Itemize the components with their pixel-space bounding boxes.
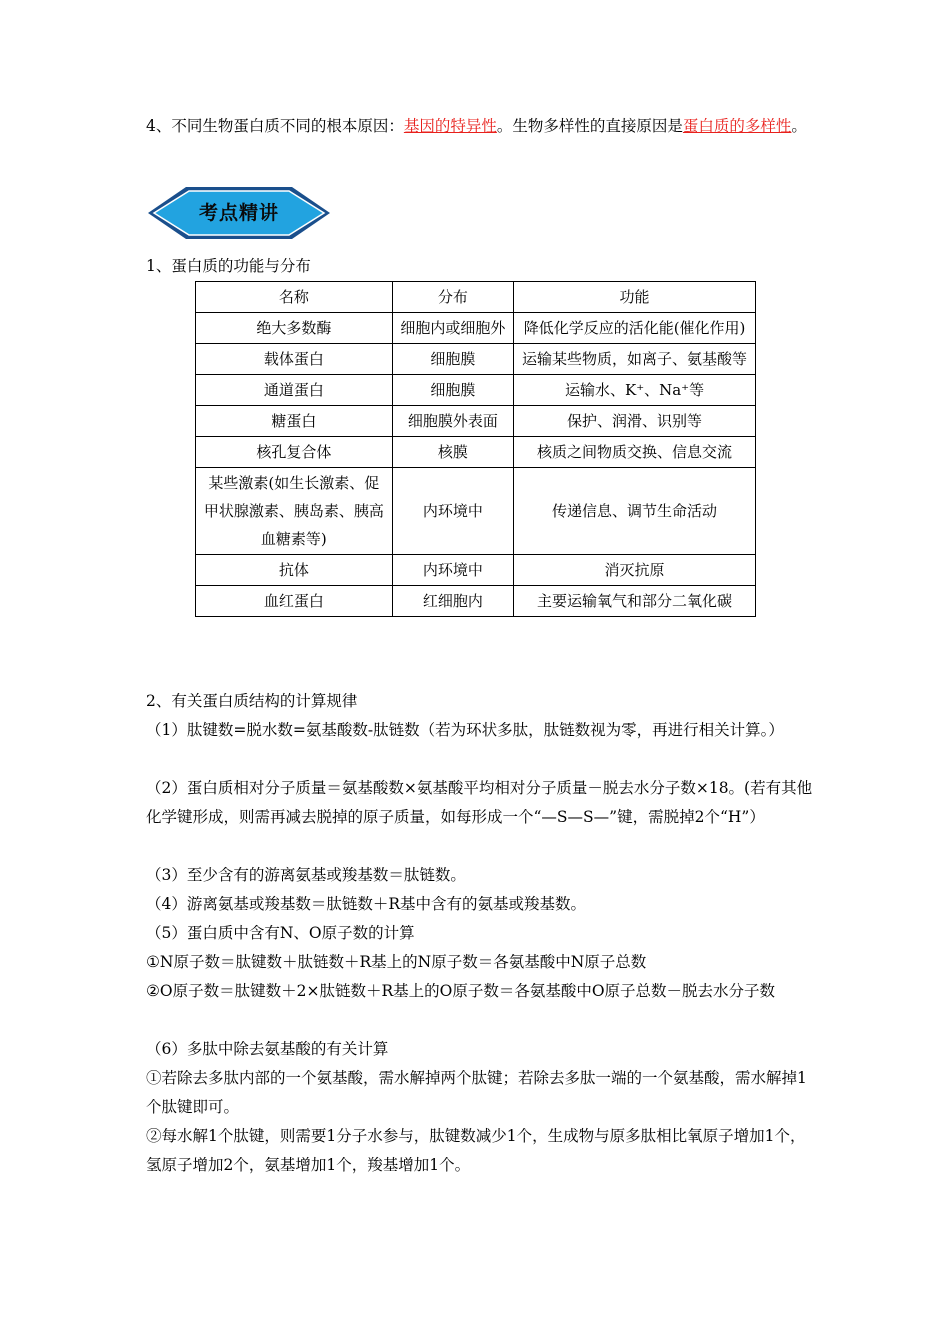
- table-cell: 血红蛋白: [196, 586, 393, 617]
- table-cell: 核孔复合体: [196, 437, 393, 468]
- rule-item: ①若除去多肽内部的一个氨基酸，需水解掉两个肽键；若除去多肽一端的一个氨基酸，需水解掉1个肽键即可。: [146, 1069, 807, 1116]
- table-row: [196, 375, 756, 406]
- table-cell: 运输某些物质，如离子、氨基酸等: [514, 344, 756, 375]
- table-row: [196, 406, 756, 437]
- table-cell: 细胞膜: [392, 375, 513, 406]
- table-row: [196, 437, 756, 468]
- table-header: 名称: [196, 282, 393, 313]
- table-cell: 核质之间物质交换、信息交流: [514, 437, 756, 468]
- badge-label: 考点精讲: [198, 202, 279, 224]
- intro-highlight-protein: 蛋白质的多样性: [682, 117, 792, 135]
- table-row: [196, 344, 756, 375]
- table-cell: 保护、润滑、识别等: [514, 406, 756, 437]
- table-cell: 细胞内或细胞外: [392, 313, 513, 344]
- rule-item: （1）肽键数=脱水数=氨基酸数-肽链数（若为环状多肽，肽链数视为零，再进行相关计算。）: [146, 721, 784, 739]
- intro-highlight-gene: 基因的特异性: [403, 117, 497, 135]
- table-header: 功能: [514, 282, 756, 313]
- table-cell: 核膜: [392, 437, 513, 468]
- table-row: [196, 586, 756, 617]
- table-cell: 载体蛋白: [196, 344, 393, 375]
- table-header-row: [196, 282, 756, 313]
- intro-paragraph: [146, 112, 812, 141]
- rule-item: （6）多肽中除去氨基酸的有关计算: [146, 1040, 389, 1058]
- table-cell: 抗体: [196, 555, 393, 586]
- intro-middle: 。生物多样性的直接原因是: [496, 117, 683, 135]
- table-cell: 主要运输氧气和部分二氧化碳: [514, 586, 756, 617]
- section1-title: 1、蛋白质的功能与分布: [146, 257, 311, 275]
- rule-item: ①N原子数＝肽键数＋肽链数＋R基上的N原子数＝各氨基酸中N原子总数: [146, 953, 647, 971]
- rule-item: （4）游离氨基或羧基数＝肽链数＋R基中含有的氨基或羧基数。: [146, 895, 587, 913]
- table-cell: 通道蛋白: [196, 375, 393, 406]
- table-header: 分布: [392, 282, 513, 313]
- table-cell: 内环境中: [392, 468, 513, 555]
- table-cell: 内环境中: [392, 555, 513, 586]
- rule-item: （5）蛋白质中含有N、O原子数的计算: [146, 924, 415, 942]
- section2-title: 2、有关蛋白质结构的计算规律: [146, 692, 358, 710]
- table-cell: 糖蛋白: [196, 406, 393, 437]
- table-row: [196, 555, 756, 586]
- intro-prefix: 4、不同生物蛋白质不同的根本原因：: [146, 117, 404, 135]
- table-row: [196, 468, 756, 555]
- table-cell: 细胞膜外表面: [392, 406, 513, 437]
- table-cell: 降低化学反应的活化能(催化作用): [514, 313, 756, 344]
- table-cell: 某些激素(如生长激素、促甲状腺激素、胰岛素、胰高血糖素等): [196, 468, 393, 555]
- table-cell: 细胞膜: [392, 344, 513, 375]
- rule-item: ②每水解1个肽键，则需要1分子水参与，肽键数减少1个，生成物与原多肽相比氧原子增加1个，氢原子增加2个，氨基增加1个，羧基增加1个。: [146, 1127, 806, 1174]
- rule-item: ②O原子数＝肽键数＋2×肽链数＋R基上的O原子数＝各氨基酸中O原子总数－脱去水分子数: [146, 982, 776, 1000]
- table-cell: 红细胞内: [392, 586, 513, 617]
- table-cell: 运输水、K⁺、Na⁺等: [514, 375, 756, 406]
- protein-function-table: [195, 281, 756, 617]
- intro-suffix: 。: [791, 117, 807, 135]
- table-cell: 绝大多数酶: [196, 313, 393, 344]
- rule-item: （2）蛋白质相对分子质量＝氨基酸数×氨基酸平均相对分子质量－脱去水分子数×18。(若有其他化学键形成，则需再减去脱掉的原子质量，如每形成一个“—S—S—”键，需脱掉2个“H”）: [146, 779, 813, 826]
- table-cell: 传递信息、调节生命活动: [514, 468, 756, 555]
- table-cell: 消灭抗原: [514, 555, 756, 586]
- rule-item: （3）至少含有的游离氨基或羧基数＝肽链数。: [146, 866, 466, 884]
- section-badge: [146, 184, 332, 242]
- table-row: [196, 313, 756, 344]
